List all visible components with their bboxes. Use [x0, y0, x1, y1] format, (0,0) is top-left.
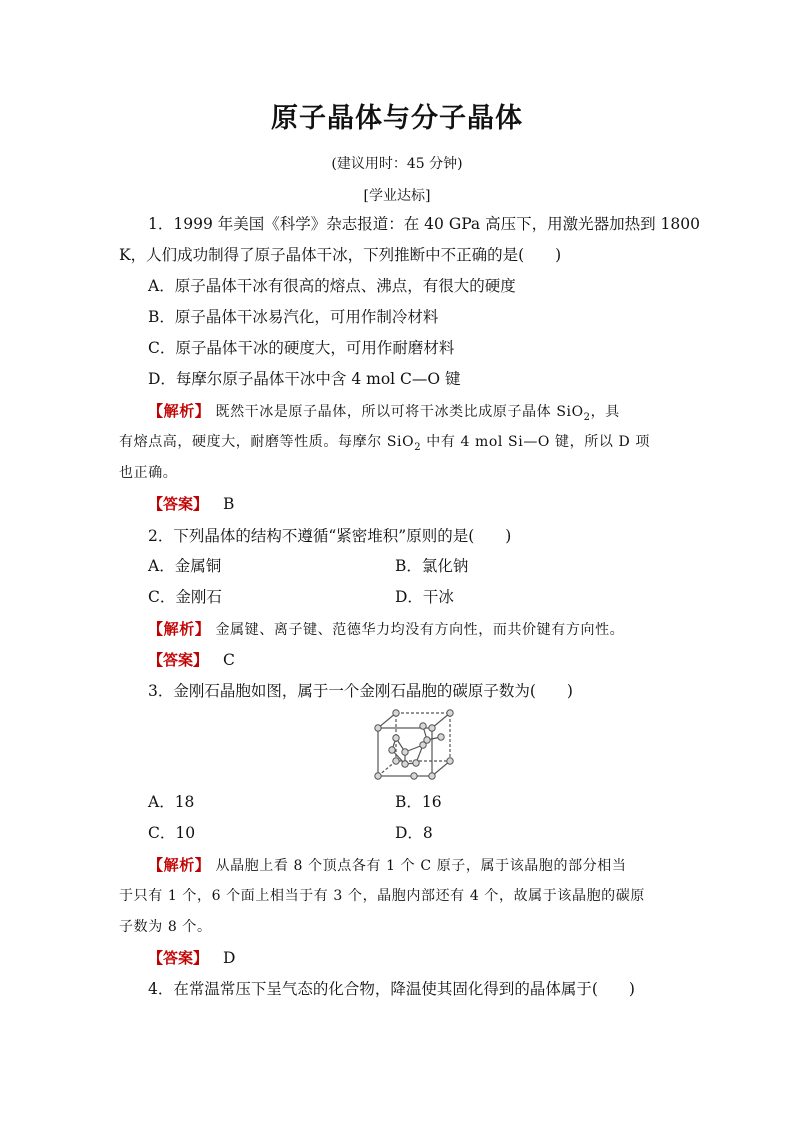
q2-option-b: B．氯化钠: [395, 557, 469, 575]
q2-stem: 2．下列晶体的结构不遵循“紧密堆积”原则的是( ): [148, 527, 512, 545]
answer-value: B: [222, 495, 235, 513]
q1-option-a: A．原子晶体干冰有很高的熔点、沸点，有很大的硬度: [148, 277, 516, 295]
q3-explanation-line1: [148, 855, 627, 876]
answer-tag: 【答案】: [148, 651, 209, 669]
q1-option-d: D．每摩尔原子晶体干冰中含 4 mol C—O 键: [148, 370, 461, 388]
q1-stem-line2: K，人们成功制得了原子晶体干冰，下列推断中不正确的是( ): [119, 246, 562, 264]
q1-stem-line1: 1．1999 年美国《科学》杂志报道：在 40 GPa 高压下，用激光器加热到 1800: [148, 215, 700, 233]
answer-value: D: [222, 949, 236, 967]
q3-option-a: A．18: [148, 793, 195, 811]
answer-tag: 【答案】: [148, 949, 209, 967]
q3-stem: 3．金刚石晶胞如图，属于一个金刚石晶胞的碳原子数为( ): [148, 682, 573, 700]
q2-option-c: C．金刚石: [148, 588, 222, 606]
q3-answer: [148, 948, 235, 968]
q2-option-d: D．干冰: [395, 588, 454, 606]
time-note: (建议用时：45 分钟): [331, 156, 463, 172]
q1-option-c: C．原子晶体干冰的硬度大，可用作耐磨材料: [148, 339, 455, 357]
q1-explanation-line2: [119, 432, 650, 458]
explanation-tag: 【解析】: [148, 620, 211, 638]
q2-expl-text: 金属键、离子键、范德华力均没有方向性，而共价键有方向性。: [215, 622, 625, 638]
subscript: 2: [414, 441, 422, 453]
q1-explanation-line1: [148, 401, 620, 428]
q3-expl-text: 从晶胞上看 8 个顶点各有 1 个 C 原子，属于该晶胞的部分相当: [215, 858, 627, 874]
q1-expl-text: ，具: [590, 404, 620, 420]
q4-stem: 4．在常温常压下呈气态的化合物，降温使其固化得到的晶体属于( ): [148, 980, 635, 998]
diamond-unit-cell-diagram: [372, 708, 454, 780]
section-heading: [学业达标]: [363, 188, 431, 204]
q1-expl-text: 既然干冰是原子晶体，所以可将干冰类比成原子晶体 SiO: [215, 404, 584, 420]
answer-tag: 【答案】: [148, 495, 209, 513]
q2-explanation: [148, 619, 624, 640]
q1-expl-text: 有熔点高，硬度大，耐磨等性质。每摩尔 SiO: [119, 434, 415, 450]
q3-option-c: C．10: [148, 824, 196, 842]
explanation-tag: 【解析】: [148, 856, 211, 874]
q1-answer: [148, 494, 234, 514]
q3-option-b: B．16: [395, 793, 442, 811]
explanation-tag: 【解析】: [148, 402, 211, 420]
q1-option-b: B．原子晶体干冰易汽化，可用作制冷材料: [148, 308, 439, 326]
q1-explanation-line3: 也正确。: [119, 465, 178, 481]
answer-value: C: [222, 651, 235, 669]
q1-expl-text: 中有 4 mol Si—O 键，所以 D 项: [421, 434, 650, 450]
q2-answer: [148, 650, 235, 670]
page-title: 原子晶体与分子晶体: [271, 103, 523, 134]
q2-option-a: A．金属铜: [148, 557, 222, 575]
subscript: 2: [583, 411, 591, 423]
q3-explanation-line2: 于只有 1 个，6 个面上相当于有 3 个，晶胞内部还有 4 个，故属于该晶胞的碳原: [119, 888, 645, 904]
q3-explanation-line3: 子数为 8 个。: [119, 919, 212, 935]
q3-option-d: D．8: [395, 824, 433, 842]
